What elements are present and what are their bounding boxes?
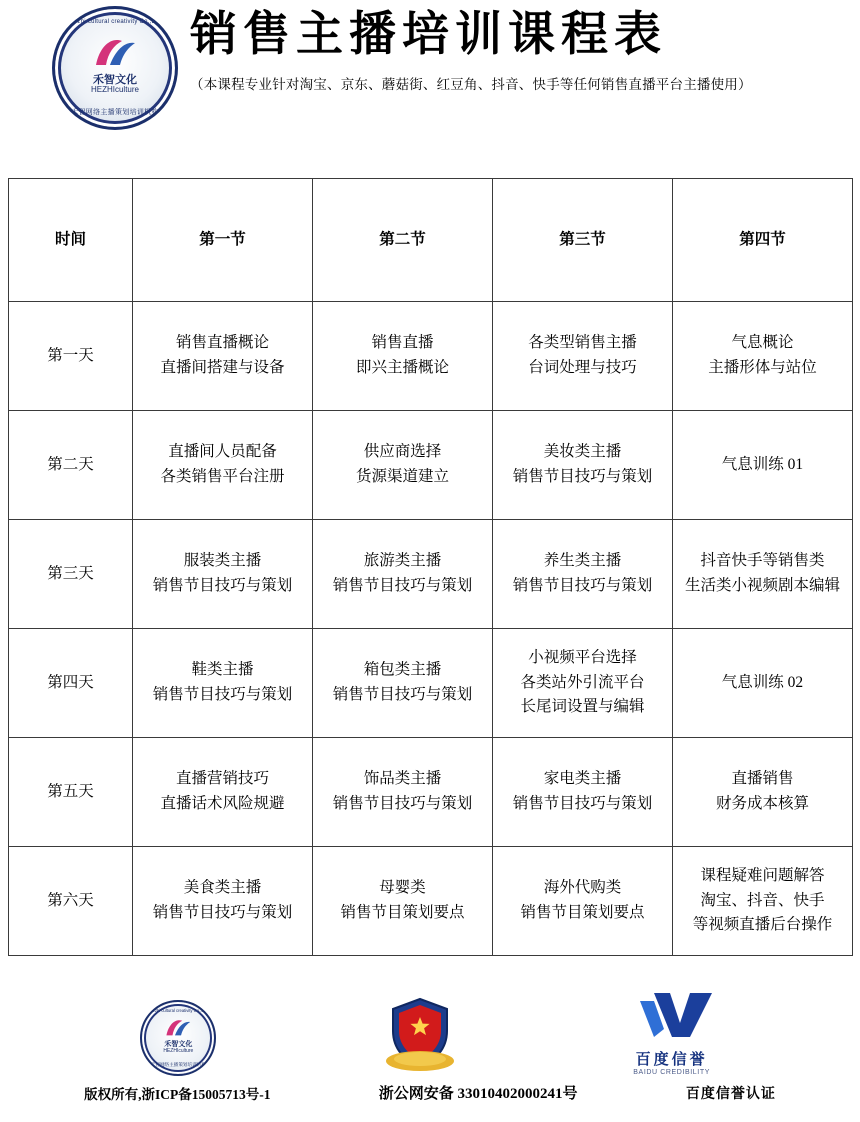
table-row — [9, 411, 853, 520]
session-cell — [313, 520, 493, 629]
session-cell-line: 直播营销技巧 — [175, 770, 269, 788]
schedule-table — [8, 178, 853, 956]
session-cell — [673, 847, 853, 956]
session-cell-line: 销售节目技巧与策划 — [332, 686, 473, 703]
session-cell-line: 气息概论 — [731, 334, 794, 352]
session-cell — [313, 847, 493, 956]
page-header — [0, 0, 860, 138]
session-cell-line: 饰品类主播 — [363, 770, 442, 788]
session-cell — [133, 520, 313, 629]
footer-logo-brand-en: HEZHIculture — [163, 1048, 194, 1054]
session-cell-line: 销售节目技巧与策划 — [512, 577, 653, 594]
column-header-session-2: 第二节 — [313, 179, 493, 302]
session-cell-line: 生活类小视频剧本编辑 — [684, 577, 840, 594]
baidu-credibility-sub: BAIDU CREDIBILITY — [633, 1069, 710, 1076]
logo-swoosh-icon — [92, 35, 138, 69]
column-header-time: 时间 — [9, 179, 133, 302]
session-cell-line: 销售直播 — [371, 334, 434, 352]
session-cell — [313, 302, 493, 411]
day-label: 第四天 — [9, 629, 133, 738]
session-cell-line: 等视频直播后台操作 — [692, 916, 833, 934]
session-cell-line: 直播销售 — [731, 770, 794, 788]
session-cell-line: 抖音快手等销售类 — [700, 552, 825, 570]
title-block — [190, 8, 860, 93]
footer-badges — [0, 992, 860, 1076]
session-cell-line: 家电类主播 — [543, 770, 622, 788]
session-cell-line: 销售节目技巧与策划 — [152, 904, 293, 921]
session-cell-line: 海外代购类 — [543, 879, 622, 897]
schedule-table-body — [9, 302, 853, 956]
table-row — [9, 520, 853, 629]
session-cell-line: 即兴主播概论 — [355, 359, 449, 376]
baidu-credibility-label: 百度信誉 — [635, 1051, 708, 1068]
footer-text-row — [0, 1076, 860, 1103]
day-label: 第六天 — [9, 847, 133, 956]
session-cell-line: 美妆类主播 — [543, 443, 622, 461]
day-label: 第一天 — [9, 302, 133, 411]
session-cell-line: 销售节目技巧与策划 — [512, 468, 653, 485]
session-cell-line: 美食类主播 — [183, 879, 262, 897]
session-cell-line: 养生类主播 — [543, 552, 622, 570]
session-cell-line: 财务成本核算 — [715, 795, 809, 812]
session-cell — [493, 302, 673, 411]
table-row — [9, 629, 853, 738]
session-cell — [493, 520, 673, 629]
session-cell — [673, 738, 853, 847]
police-record-text: 浙公网安备 33010402000241号 — [378, 1086, 578, 1102]
session-cell-line: 直播话术风险规避 — [160, 795, 285, 812]
table-header-row — [9, 179, 853, 302]
baidu-credibility-icon — [624, 989, 720, 1041]
session-cell-line: 各类站外引流平台 — [520, 673, 645, 691]
day-label: 第三天 — [9, 520, 133, 629]
session-cell-line: 销售节目技巧与策划 — [152, 686, 293, 703]
logo-ring-bottom-text: 禾智网络主播策划培训机构 — [71, 109, 159, 116]
session-cell-line: 销售节目策划要点 — [340, 904, 465, 921]
column-header-session-3: 第三节 — [493, 179, 673, 302]
footer-company-logo — [140, 1000, 216, 1076]
session-cell-line: 销售节目策划要点 — [520, 904, 645, 921]
session-cell-line: 各类销售平台注册 — [160, 468, 285, 485]
column-header-session-1: 第一节 — [133, 179, 313, 302]
session-cell-line: 销售节目技巧与策划 — [332, 577, 473, 594]
logo-brand-en: HEZHIculture — [90, 85, 139, 94]
session-cell — [493, 411, 673, 520]
session-cell-line: 旅游类主播 — [363, 552, 442, 570]
session-cell-line: 销售节目技巧与策划 — [152, 577, 293, 594]
credibility-caption: 百度信誉认证 — [685, 1086, 776, 1102]
session-cell-line: 直播间搭建与设备 — [160, 359, 285, 376]
session-cell — [493, 738, 673, 847]
table-row — [9, 847, 853, 956]
column-header-session-4: 第四节 — [673, 179, 853, 302]
day-label: 第五天 — [9, 738, 133, 847]
footer-logo-ring-bottom-text: 禾智网络主播策划培训机构 — [150, 1062, 206, 1067]
session-cell — [133, 302, 313, 411]
schedule-table-head — [9, 179, 853, 302]
table-row — [9, 738, 853, 847]
page-footer — [0, 992, 860, 1122]
session-cell-line: 销售节目技巧与策划 — [332, 795, 473, 812]
baidu-credibility-badge — [624, 989, 720, 1076]
police-badge-container — [377, 997, 463, 1076]
footer-company-badge — [140, 1000, 216, 1076]
copyright-text: 版权所有,浙ICP备15005713号-1 — [84, 1086, 271, 1102]
session-cell — [133, 411, 313, 520]
session-cell-line: 主播形体与站位 — [708, 359, 817, 376]
table-row — [9, 302, 853, 411]
session-cell-line: 直播间人员配备 — [168, 443, 277, 461]
session-cell-line: 服装类主播 — [183, 552, 262, 570]
session-cell — [673, 629, 853, 738]
session-cell — [673, 302, 853, 411]
session-cell — [313, 738, 493, 847]
session-cell-line: 气息训练 02 — [721, 673, 804, 691]
session-cell-line: 鞋类主播 — [191, 661, 254, 679]
session-cell — [133, 629, 313, 738]
session-cell — [313, 629, 493, 738]
logo-brand-cn: 禾智文化 — [93, 74, 137, 86]
session-cell — [673, 520, 853, 629]
session-cell-line: 长尾词设置与编辑 — [520, 698, 645, 716]
schedule-section — [8, 178, 852, 956]
footer-logo-swoosh-icon — [164, 1017, 192, 1038]
session-cell-line: 台词处理与技巧 — [528, 359, 637, 376]
session-cell — [673, 411, 853, 520]
day-label: 第二天 — [9, 411, 133, 520]
police-emblem-icon — [377, 997, 463, 1071]
session-cell-line: 气息训练 01 — [721, 455, 804, 473]
session-cell-line: 母婴类 — [379, 879, 426, 897]
session-cell-line: 销售节目技巧与策划 — [512, 795, 653, 812]
session-cell — [313, 411, 493, 520]
session-cell-line: 课程疑难问题解答 — [700, 866, 825, 884]
session-cell-line: 各类型销售主播 — [528, 334, 637, 352]
session-cell-line: 供应商选择 — [363, 443, 442, 461]
session-cell-line: 淘宝、抖音、快手 — [700, 891, 825, 909]
page-subtitle: （本课程专业针对淘宝、京东、蘑菇街、红豆角、抖音、快手等任何销售直播平台主播使用） — [190, 77, 752, 93]
company-logo — [52, 6, 178, 130]
session-cell — [493, 847, 673, 956]
session-cell-line: 小视频平台选择 — [528, 648, 637, 666]
session-cell — [133, 738, 313, 847]
session-cell — [133, 847, 313, 956]
session-cell — [493, 629, 673, 738]
page-title: 销售主播培训课程表 — [190, 9, 667, 61]
session-cell-line: 箱包类主播 — [363, 661, 442, 679]
footer-logo-brand-cn: 禾智文化 — [164, 1041, 193, 1048]
logo-ring-top-text: Hezhi cultural creativity Co.,Ltd — [69, 18, 161, 25]
footer-logo-ring-top-text: Hezhi cultural creativity Co.,Ltd — [149, 1008, 208, 1013]
session-cell-line: 货源渠道建立 — [355, 468, 449, 485]
session-cell-line: 销售直播概论 — [175, 334, 269, 352]
